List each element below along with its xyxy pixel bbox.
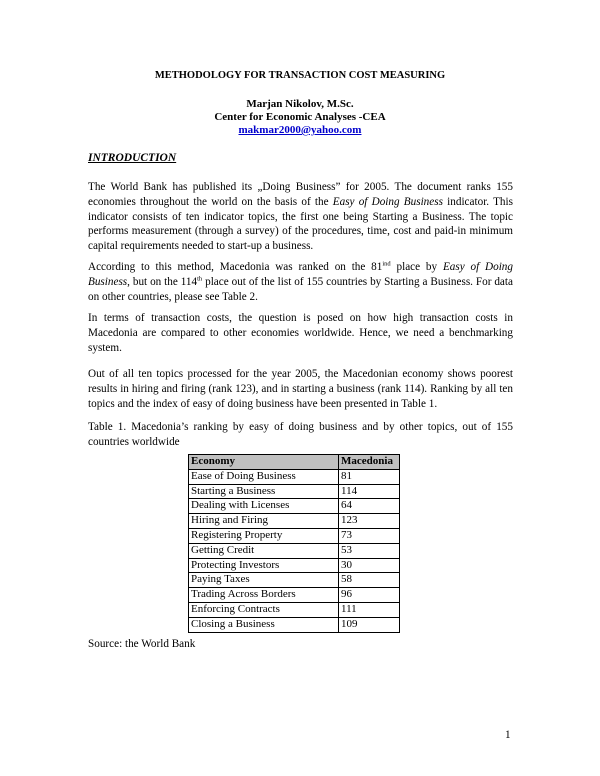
email-link[interactable]: makmar2000@yahoo.com [238, 124, 362, 136]
paragraph-2-text-d: place out of the list of 155 countries by Starting a Business. For data on other countries, please see Table 2. [88, 275, 513, 303]
topic-cell: Registering Property [189, 528, 339, 543]
table-row [189, 588, 400, 603]
table-row [189, 514, 400, 529]
source-note: Source: the World Bank [88, 638, 196, 650]
topic-cell: Dealing with Licenses [189, 499, 339, 514]
ranking-table [188, 454, 400, 633]
table-row [189, 484, 400, 499]
rank-cell: 58 [339, 573, 400, 588]
author-organization: Center for Economic Analyses -CEA [214, 111, 386, 123]
rank-cell: 123 [339, 514, 400, 529]
topic-cell: Enforcing Contracts [189, 602, 339, 617]
table-row [189, 528, 400, 543]
topic-cell: Hiring and Firing [189, 514, 339, 529]
topic-cell: Starting a Business [189, 484, 339, 499]
table-row [189, 499, 400, 514]
paragraph-2-text-a: According to this method, Macedonia was ranked on the 81 [88, 261, 383, 273]
paragraph-2-sup-a: ind [382, 260, 391, 268]
paragraph-3: In terms of transaction costs, the question is posed on how high transaction costs in Macedonia are compared to other economies worldwide. Hence, we need a benchmarking system. [88, 312, 513, 354]
topic-cell: Ease of Doing Business [189, 469, 339, 484]
header-macedonia: Macedonia [339, 455, 400, 470]
topic-cell: Closing a Business [189, 617, 339, 632]
rank-cell: 114 [339, 484, 400, 499]
paragraph-2-sup-b: th [197, 275, 203, 283]
rank-cell: 81 [339, 469, 400, 484]
topic-cell: Protecting Investors [189, 558, 339, 573]
section-heading: INTRODUCTION [88, 152, 177, 164]
rank-cell: 109 [339, 617, 400, 632]
table-row [189, 469, 400, 484]
paragraph-2-italic: Easy of Doing Business [88, 261, 513, 288]
table-row [189, 543, 400, 558]
paper-title: METHODOLOGY FOR TRANSACTION COST MEASURING [154, 70, 446, 81]
paragraph-1-text-b: indicator. This indicator consists of ten indicator topics, the first one being Starting a Business. The topic performs measurement (through a survey) of the procedures, time, cost and paid-in minimum capital requirements needed to start-up a business. [88, 195, 513, 253]
author-name: Marjan Nikolov, M.Sc. [246, 98, 354, 110]
paragraph-1-text-a: The World Bank has published its „Doing Business” for 2005. The document ranks 155 economies throughout the world on the basis of the [88, 181, 513, 208]
paragraph-2-text-b: place by [390, 261, 443, 273]
table-row [189, 602, 400, 617]
paragraph-2-text-c: , but on the 114 [127, 275, 198, 288]
rank-cell: 53 [339, 543, 400, 558]
author-email [0, 124, 600, 136]
page-number: 1 [505, 729, 511, 741]
rank-cell: 30 [339, 558, 400, 573]
paragraph-2 [88, 260, 513, 304]
table-row [189, 573, 400, 588]
topic-cell: Getting Credit [189, 543, 339, 558]
rank-cell: 96 [339, 588, 400, 603]
table-row [189, 617, 400, 632]
paragraph-1-italic: Easy of Doing Business [332, 195, 443, 208]
rank-cell: 111 [339, 602, 400, 617]
header-economy: Economy [189, 455, 339, 470]
table-row [189, 558, 400, 573]
topic-cell: Paying Taxes [189, 573, 339, 588]
rank-cell: 64 [339, 499, 400, 514]
rank-cell: 73 [339, 528, 400, 543]
paragraph-1 [88, 180, 513, 254]
table-caption: Table 1. Macedonia’s ranking by easy of doing business and by other topics, out of 155 countries worldwide [88, 421, 513, 448]
topic-cell: Trading Across Borders [189, 588, 339, 603]
paragraph-4: Out of all ten topics processed for the year 2005, the Macedonian economy shows poorest results in hiring and firing (rank 123), and in starting a business (rank 114). Ranking by all ten topics and the index of easy of doing business have been presented in Table 1. [88, 368, 513, 410]
table-header-row [189, 455, 400, 470]
